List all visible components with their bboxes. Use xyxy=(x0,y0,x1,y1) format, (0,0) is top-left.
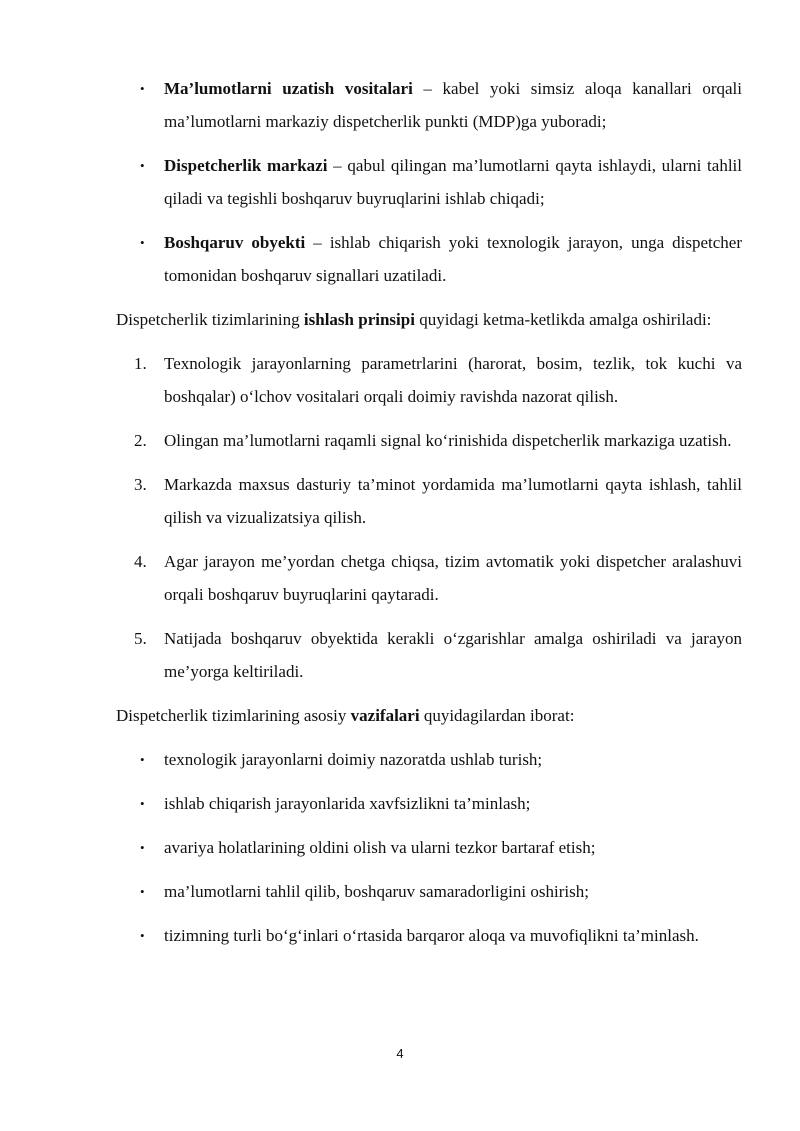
list-item xyxy=(116,226,742,292)
list-item xyxy=(116,72,742,138)
item-text: tizimning turli bo‘g‘inlari o‘rtasida barqaror aloqa va muvofiqlikni ta’minlash. xyxy=(164,926,699,945)
list-item xyxy=(116,468,742,534)
bullet: • xyxy=(140,796,145,811)
bold-term: ishlash prinsipi xyxy=(303,310,415,329)
bold-term: vazifalari xyxy=(350,706,420,725)
item-number: 4. xyxy=(134,552,147,571)
item-text: Texnologik jarayonlarning parametrlarini (harorat, bosim, tezlik, tok kuchi va boshqalar) o‘lchov vositalari orqali doimiy ravishda nazorat qilish. xyxy=(164,354,742,406)
list-item xyxy=(116,831,742,864)
list-item xyxy=(116,743,742,776)
term: Boshqaruv obyekti xyxy=(164,233,306,252)
list-item xyxy=(116,787,742,820)
item-text: Markazda maxsus dasturiy ta’minot yordamida ma’lumotlarni qayta ishlash, tahlil qilish va vizualizatsiya qilish. xyxy=(164,475,742,527)
term: Dispetcherlik markazi xyxy=(164,156,328,175)
list-item xyxy=(116,149,742,215)
item-number: 5. xyxy=(134,629,147,648)
paragraph-functions xyxy=(116,699,742,732)
item-text: Agar jarayon me’yordan chetga chiqsa, tizim avtomatik yoki dispetcher aralashuvi orqali boshqaruv buyruqlarini qaytaradi. xyxy=(164,552,742,604)
term-description: – qabul qilingan ma’lumotlarni qayta ishlaydi, ularni tahlil qiladi va tegishli boshqaruv buyruqlarini ishlab chiqadi; xyxy=(164,156,742,208)
text: quyidagi ketma-ketlikda amalga oshiriladi: xyxy=(414,310,712,329)
text: quyidagilardan iborat: xyxy=(419,706,575,725)
item-text: Olingan ma’lumotlarni raqamli signal ko‘rinishida dispetcherlik markaziga uzatish. xyxy=(164,431,732,450)
bullet: • xyxy=(140,928,145,943)
item-number: 3. xyxy=(134,475,147,494)
bullet-list-components xyxy=(116,72,742,292)
item-text: ma’lumotlarni tahlil qilib, boshqaruv samaradorligini oshirish; xyxy=(164,882,589,901)
list-item xyxy=(116,545,742,611)
bullet: • xyxy=(140,752,145,767)
item-text: avariya holatlarining oldini olish va ularni tezkor bartaraf etish; xyxy=(164,838,596,857)
item-number: 2. xyxy=(134,431,147,450)
list-item xyxy=(116,919,742,952)
text: Dispetcherlik tizimlarining xyxy=(116,310,304,329)
page-number: 4 xyxy=(396,1046,404,1061)
item-text: texnologik jarayonlarni doimiy nazoratda ushlab turish; xyxy=(164,750,543,769)
item-text: Natijada boshqaruv obyektida kerakli o‘zgarishlar amalga oshiriladi va jarayon me’yorga keltiriladi. xyxy=(164,629,742,681)
numbered-list-steps xyxy=(116,347,742,688)
bullet: • xyxy=(140,884,145,899)
item-text: ishlab chiqarish jarayonlarida xavfsizlikni ta’minlash; xyxy=(164,794,531,813)
term-description: – ishlab chiqarish yoki texnologik jarayon, unga dispetcher tomonidan boshqaruv signallari uzatiladi. xyxy=(164,233,743,285)
bullet: • xyxy=(140,81,145,96)
bullet: • xyxy=(140,840,145,855)
list-item xyxy=(116,622,742,688)
term-description: – kabel yoki simsiz aloqa kanallari orqali ma’lumotlarni markaziy dispetcherlik punkti (MDP)ga yuboradi; xyxy=(164,79,742,131)
term: Ma’lumotlarni uzatish vositalari xyxy=(164,79,413,98)
list-item xyxy=(116,875,742,908)
item-number: 1. xyxy=(134,354,147,373)
document-page xyxy=(116,72,742,963)
text: Dispetcherlik tizimlarining asosiy xyxy=(116,706,351,725)
bullet-list-functions xyxy=(116,743,742,952)
list-item xyxy=(116,424,742,457)
list-item xyxy=(116,347,742,413)
bullet: • xyxy=(140,158,145,173)
paragraph-principle xyxy=(116,303,742,336)
bullet: • xyxy=(140,235,145,250)
